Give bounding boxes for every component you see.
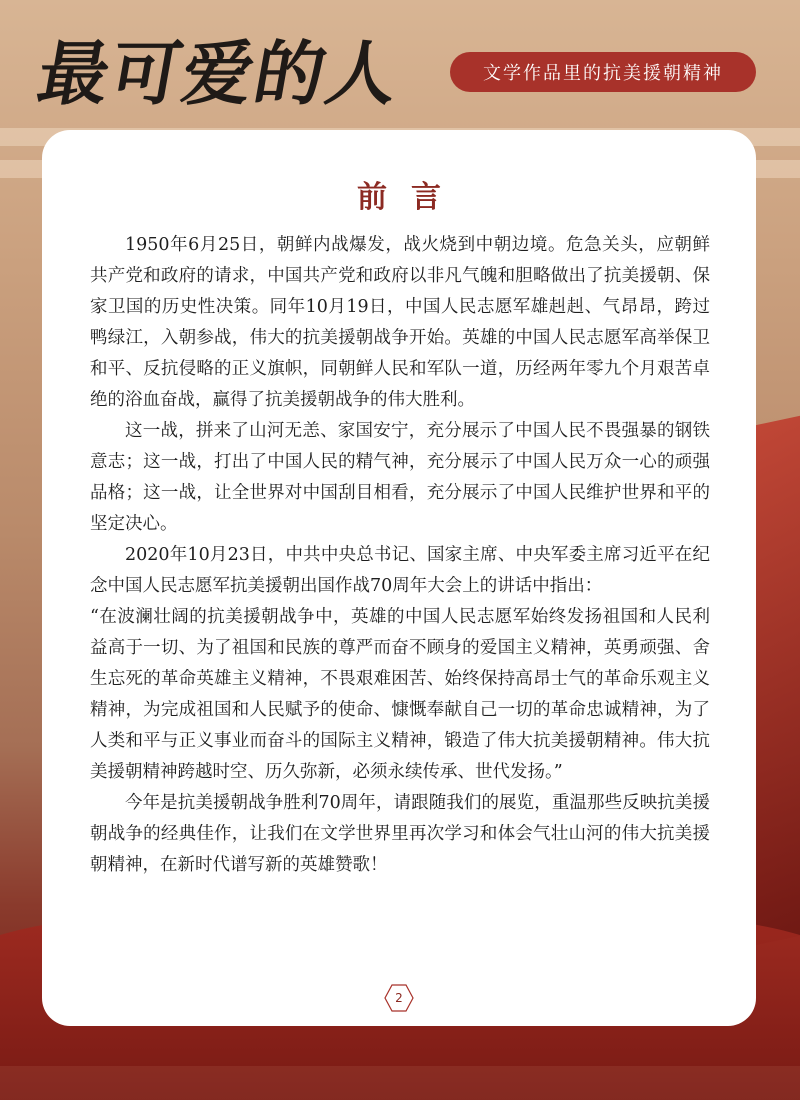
body-text xyxy=(90,230,710,881)
paragraph: 2020年10月23日，中共中央总书记、国家主席、中央军委主席习近平在纪念中国人民志愿军抗美援朝出国作战70周年大会上的讲话中指出： xyxy=(90,545,710,596)
page-title: 最可爱的人 xyxy=(31,32,407,115)
page-number xyxy=(384,984,414,1012)
paragraph: 这一战，拼来了山河无恙、家国安宁，充分展示了中国人民不畏强暴的钢铁意志；这一战，打出了中国人民的精气神，充分展示了中国人民万众一心的顽强品格；这一战，让全世界对中国刮目相看，充分展示了中国人民维护世界和平的坚定决心。 xyxy=(90,421,710,534)
quote-paragraph: “在波澜壮阔的抗美援朝战争中，英雄的中国人民志愿军始终发扬祖国和人民利益高于一切、为了祖国和民族的尊严而奋不顾身的爱国主义精神，英勇顽强、舍生忘死的革命英雄主义精神，不畏艰难困苦、始终保持高昂士气的革命乐观主义精神，为完成祖国和人民赋予的使命、慷慨奉献自己一切的革命忠诚精神，为了人类和平与正义事业而奋斗的国际主义精神，锻造了伟大抗美援朝精神。伟大抗美援朝精神跨越时空、历久弥新，必须永续传承、世代发扬。” xyxy=(90,607,710,782)
section-heading: 前言 xyxy=(357,180,465,215)
paragraph: 今年是抗美援朝战争胜利70周年，请跟随我们的展览，重温那些反映抗美援朝战争的经典佳作，让我们在文学世界里再次学习和体会气壮山河的伟大抗美援朝精神，在新时代谱写新的英雄赞歌！ xyxy=(90,793,710,875)
page-number-label: 2 xyxy=(395,991,403,1005)
content-card xyxy=(42,130,756,1026)
paragraph: 1950年6月25日，朝鲜内战爆发，战火烧到中朝边境。危急关头，应朝鲜共产党和政府的请求，中国共产党和政府以非凡气魄和胆略做出了抗美援朝、保家卫国的历史性决策。同年10月19日，中国人民志愿军雄赳赳、气昂昂，跨过鸭绿江，入朝参战，伟大的抗美援朝战争开始。英雄的中国人民志愿军高举保卫和平、反抗侵略的正义旗帜，同朝鲜人民和军队一道，历经两年零九个月艰苦卓绝的浴血奋战，赢得了抗美援朝战争的伟大胜利。 xyxy=(90,235,710,410)
subtitle-banner: 文学作品里的抗美援朝精神 xyxy=(450,52,756,92)
